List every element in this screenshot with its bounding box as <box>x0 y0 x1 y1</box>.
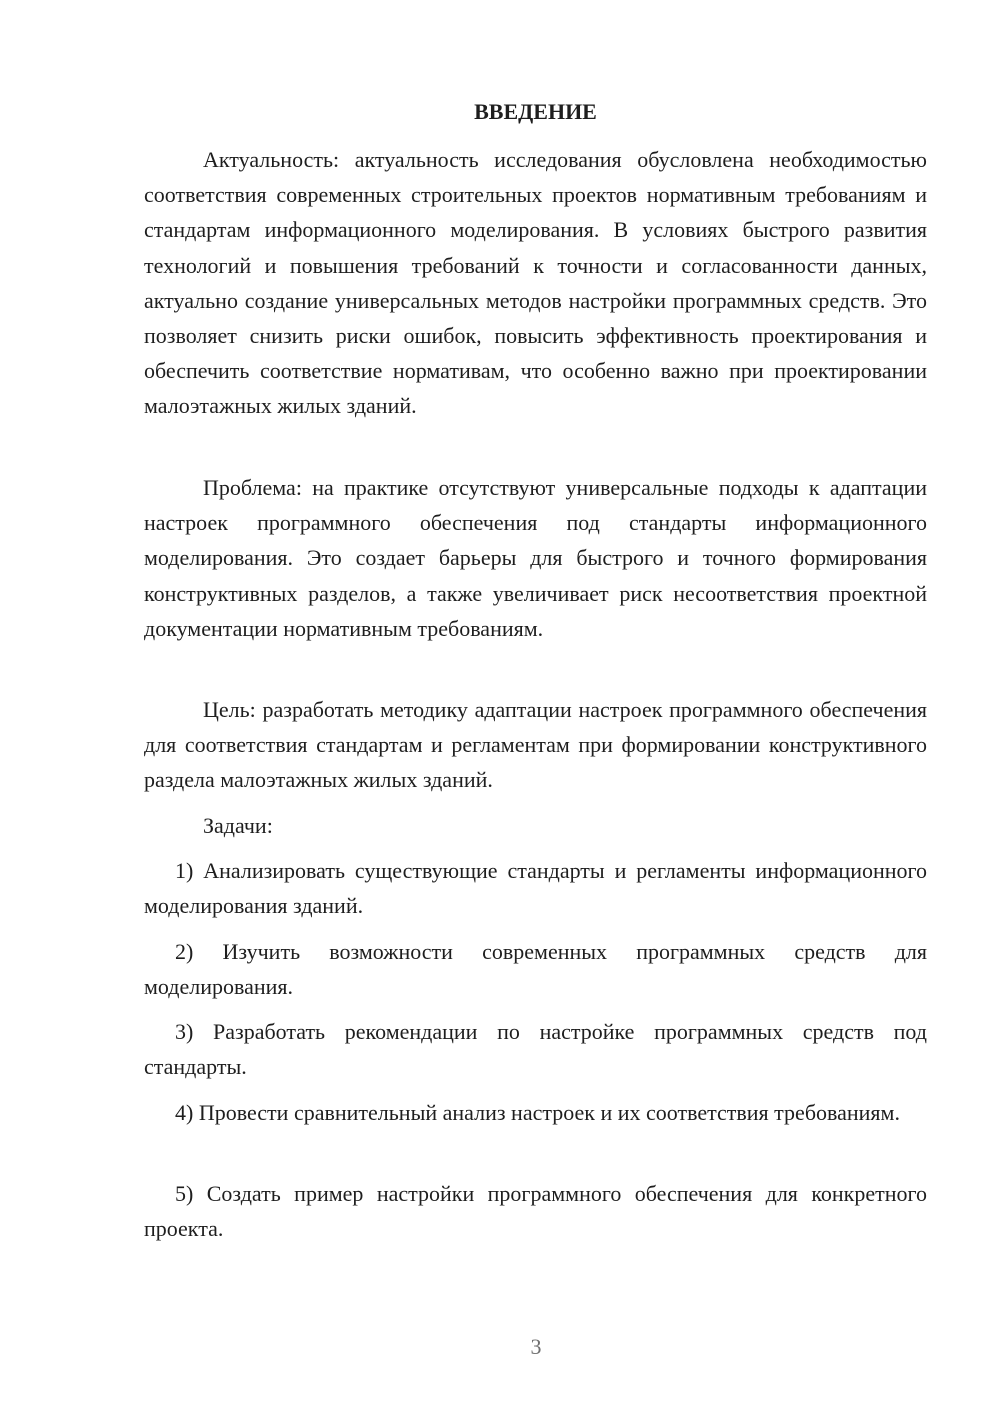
goal-paragraph: Цель: разработать методику адаптации настроек программного обеспечения для соответствия стандартам и регламентам при формировании конструктивного раздела малоэтажных жилых зданий. <box>144 697 927 793</box>
tasks-label: Задачи: <box>203 813 273 838</box>
page-number: 3 <box>530 1334 542 1359</box>
task-item-5: 5) Создать пример настройки программного обеспечения для конкретного проекта. <box>144 1181 927 1242</box>
task-item-2: 2) Изучить возможности современных программных средств для моделирования. <box>144 939 927 1000</box>
task-item-4: 4) Провести сравнительный анализ настроек и их соответствия требованиям. <box>175 1100 900 1125</box>
page-title: ВВЕДЕНИЕ <box>474 99 597 124</box>
problem-paragraph: Проблема: на практике отсутствуют универсальные подходы к адаптации настроек программного обеспечения под стандарты информационного моделирования. Это создает барьеры для быстрого и точного формирования конструктивных разделов, а также увеличивает риск несоответствия проектной документации нормативным требованиям. <box>144 475 927 641</box>
task-item-1: 1) Анализировать существующие стандарты и регламенты информационного моделирования зданий. <box>144 858 927 919</box>
task-item-3: 3) Разработать рекомендации по настройке программных средств под стандарты. <box>144 1019 927 1080</box>
relevance-paragraph: Актуальность: актуальность исследования обусловлена необходимостью соответствия современных строительных проектов нормативным требованиям и стандартам информационного моделирования. В условиях быстрого развития технологий и повышения требований к точности и согласованности данных, актуально создание универсальных методов настройки программных средств. Это позволяет снизить риски ошибок, повысить эффективность проектирования и обеспечить соответствие нормативам, что особенно важно при проектировании малоэтажных жилых зданий. <box>144 147 927 419</box>
